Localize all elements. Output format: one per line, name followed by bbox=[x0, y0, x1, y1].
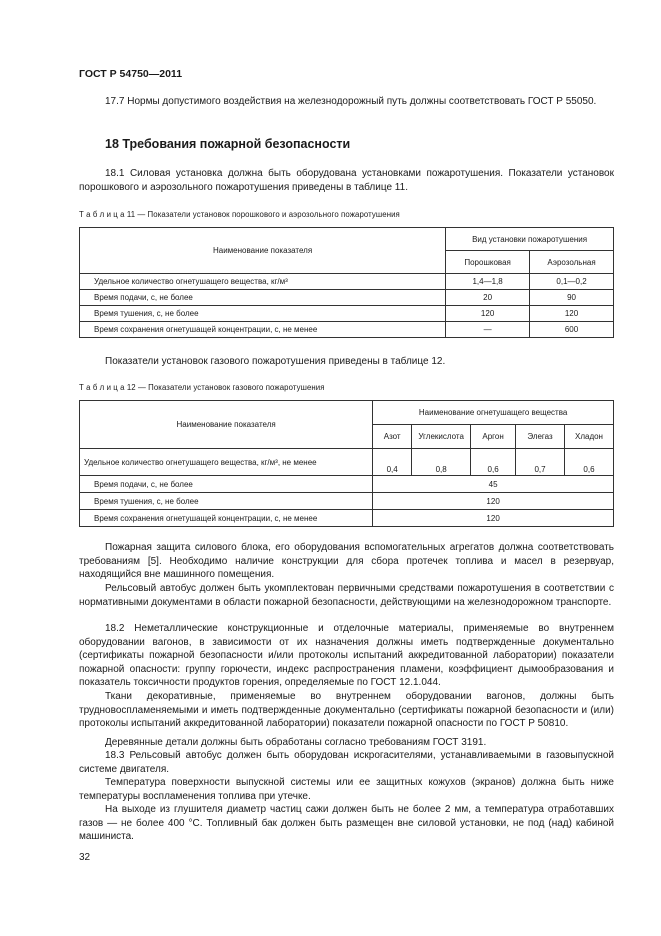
table12-caption: Т а б л и ц а 12 — Показатели установок газового пожаротушения bbox=[79, 383, 325, 392]
paragraph-muffler: На выходе из глушителя диаметр частиц сажи должен быть не более 2 мм, а температура отработавших газов — не более 400 °С. Топливный бак должен быть размещен вне силовой установки, не под (над) кабиной машиниста. bbox=[79, 804, 614, 843]
table12-cell: 0,7 bbox=[516, 449, 565, 476]
paragraph-table12-ref: Показатели установок газового пожаротушения приведены в таблице 12. bbox=[105, 356, 446, 367]
table12-head-col: Хладон bbox=[564, 425, 613, 449]
table12-head-group: Наименование огнетушащего вещества bbox=[373, 401, 614, 425]
table11-row-name: Время тушения, с, не более bbox=[80, 306, 446, 322]
section-title: 18 Требования пожарной безопасности bbox=[105, 137, 351, 151]
table12-head-col: Углекислота bbox=[412, 425, 471, 449]
table11-caption: Т а б л и ц а 11 — Показатели установок порошкового и аэрозольного пожаротушения bbox=[79, 210, 400, 219]
paragraph-17-7: 17.7 Нормы допустимого воздействия на железнодорожный путь должны соответствовать ГОСТ Р 55050. bbox=[105, 96, 597, 107]
table12-cell: 120 bbox=[373, 493, 614, 510]
paragraph-wood: Деревянные детали должны быть обработаны согласно требованиям ГОСТ 3191. bbox=[105, 737, 487, 748]
table12-row-name: Время подачи, с, не более bbox=[80, 476, 373, 493]
table12-head-col: Элегаз bbox=[516, 425, 565, 449]
page-number: 32 bbox=[79, 852, 91, 863]
table12-cell: 0,6 bbox=[564, 449, 613, 476]
table12-head-col: Аргон bbox=[471, 425, 516, 449]
table-row bbox=[80, 306, 614, 322]
table12-head-col: Азот bbox=[373, 425, 412, 449]
table11-cell: 600 bbox=[530, 322, 614, 338]
paragraph-fire-protection: Пожарная защита силового блока, его оборудования вспомогательных агрегатов должна соответствовать требованиям [5]. Необходимо наличие конструкции для сбора протечек топлива и масел в резервуар, находящийся вне машинного помещения. bbox=[79, 542, 614, 581]
table11-row-name: Время сохранения огнетушащей концентрации, с, не менее bbox=[80, 322, 446, 338]
table11-cell: 90 bbox=[530, 290, 614, 306]
table12-cell: 0,4 bbox=[373, 449, 412, 476]
table12-row-name: Удельное количество огнетушащего вещества, кг/м³, не менее bbox=[80, 449, 373, 476]
paragraph-18-2: 18.2 Неметаллические конструкционные и отделочные материалы, применяемые во внутреннем оборудовании вагонов, в зависимости от их назначения должны иметь подтвержденные документально (сертификаты пожарной безопасности и/или протоколы испытаний аккредитованной лаборатории) показатели пожарной опасности: группу горючести, индекс распространения пламени, коэффициент дымообразования и показатель токсичности продуктов горения, определяемые по ГОСТ 12.1.044. bbox=[79, 623, 614, 689]
table12-cell: 0,8 bbox=[412, 449, 471, 476]
table11-cell: — bbox=[446, 322, 530, 338]
table12-head-name: Наименование показателя bbox=[80, 401, 373, 449]
table12-cell: 120 bbox=[373, 510, 614, 527]
table11-head-name: Наименование показателя bbox=[80, 228, 446, 274]
table11-head-powder: Порошковая bbox=[446, 251, 530, 274]
table-row bbox=[80, 510, 614, 527]
document-header: ГОСТ Р 54750—2011 bbox=[79, 68, 183, 80]
table-row bbox=[80, 449, 614, 476]
table11-cell: 120 bbox=[530, 306, 614, 322]
table11-cell: 1,4—1,8 bbox=[446, 274, 530, 290]
table-row bbox=[80, 290, 614, 306]
table-row bbox=[80, 274, 614, 290]
table-row bbox=[80, 322, 614, 338]
table11-head-group: Вид установки пожаротушения bbox=[446, 228, 614, 251]
table12-row-name: Время сохранения огнетушащей концентрации, с, не менее bbox=[80, 510, 373, 527]
table11-cell: 120 bbox=[446, 306, 530, 322]
table-11 bbox=[79, 227, 614, 338]
table11-head-aerosol: Аэрозольная bbox=[530, 251, 614, 274]
table-row bbox=[80, 493, 614, 510]
paragraph-18-3: 18.3 Рельсовый автобус должен быть оборудован искрогасителями, устанавливаемыми в газовыпускной системе двигателя. bbox=[79, 750, 614, 775]
paragraph-18-1: 18.1 Силовая установка должна быть оборудована установками пожаротушения. Показатели установок порошкового и аэрозольного пожаротушения приведены в таблице 11. bbox=[79, 168, 614, 193]
table11-cell: 0,1—0,2 bbox=[530, 274, 614, 290]
paragraph-fabrics: Ткани декоративные, применяемые во внутреннем оборудовании вагонов, должны быть трудновоспламеняемыми и иметь подтвержденные документально (сертификаты пожарной безопасности и (или) протоколы испытаний аккредитованной лаборатории) показатели пожарной опасности по ГОСТ Р 50810. bbox=[79, 691, 614, 730]
table-12 bbox=[79, 400, 614, 527]
paragraph-temperature: Температура поверхности выпускной системы или ее защитных кожухов (экранов) должна быть ниже температуры воспламенения топлива при утечке. bbox=[79, 777, 614, 802]
table11-row-name: Удельное количество огнетушащего вещества, кг/м³ bbox=[80, 274, 446, 290]
table11-row-name: Время подачи, с, не более bbox=[80, 290, 446, 306]
table-row bbox=[80, 476, 614, 493]
table12-row-name: Время тушения, с, не более bbox=[80, 493, 373, 510]
table12-cell: 45 bbox=[373, 476, 614, 493]
table12-cell: 0,6 bbox=[471, 449, 516, 476]
paragraph-primary-means: Рельсовый автобус должен быть укомплектован первичными средствами пожаротушения в соответствии с нормативными документами в области пожарной безопасности, действующими на железнодорожном транспорте. bbox=[79, 583, 614, 608]
table11-cell: 20 bbox=[446, 290, 530, 306]
